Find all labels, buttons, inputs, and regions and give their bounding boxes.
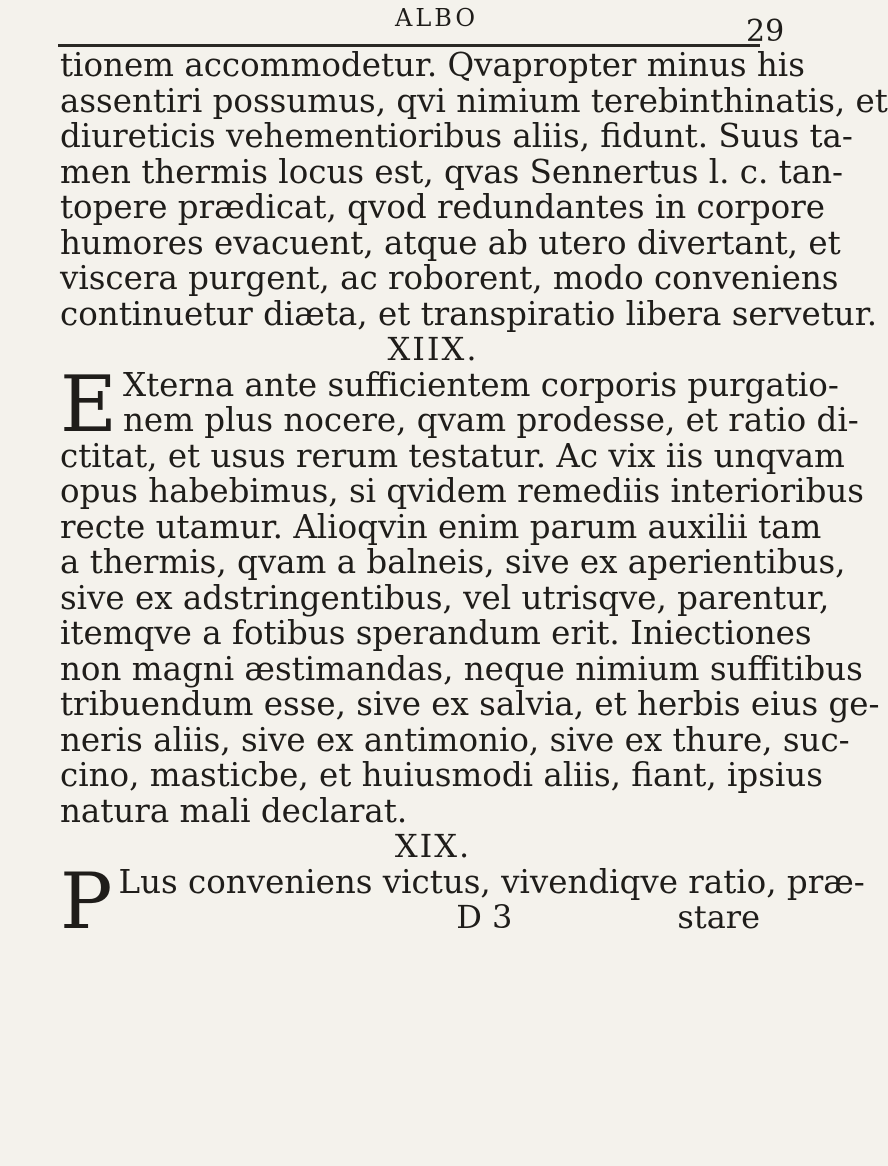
text-line: diureticis vehementioribus aliis, fidunt. Suus ta- [60, 117, 853, 155]
page-number: 29 [746, 14, 785, 49]
text-line: assentiri possumus, qvi nimium terebinthinatis, et [60, 81, 888, 120]
signature-mark: D 3 [456, 898, 513, 936]
text-line: Lus conveniens victus, vivendiqve ratio, præ- [118, 862, 865, 901]
section-xiix-paragraph [60, 359, 880, 830]
text-line: nem plus nocere, qvam prodesse, et ratio di- [122, 401, 859, 439]
text-line: topere prædicat, qvod redundantes in corpore [60, 188, 825, 226]
text-line: continuetur diæta, et transpiratio libera servetur. [60, 294, 878, 333]
text-line: humores evacuent, atque ab utero divertant, et [60, 223, 841, 262]
text-line: ctitat, et usus rerum testatur. Ac vix iis unqvam [60, 436, 845, 475]
text-line: opus habebimus, si qvidem remediis interioribus [60, 472, 864, 510]
section-xix-paragraph [60, 856, 865, 947]
text-line: sive ex adstringentibus, vel utrisqve, parentur, [60, 578, 830, 617]
section-numeral-xix: XIX. [394, 827, 472, 865]
text-line: a thermis, qvam a balneis, sive ex aperientibus, [60, 543, 846, 581]
text-line: viscera purgent, ac roborent, modo conveniens [60, 259, 839, 297]
text-block [60, 46, 888, 947]
text-line: cino, masticbe, et huiusmodi aliis, fiant, ipsius [60, 756, 823, 794]
signature-line [118, 900, 766, 936]
section-numeral-xiix: XIIX. [387, 330, 479, 368]
text-line: neris aliis, sive ex antimonio, sive ex thure, suc- [60, 720, 850, 759]
drop-initial: E [60, 359, 117, 450]
drop-initial: P [60, 856, 113, 947]
running-head [0, 2, 800, 49]
text-line: non magni æstimandas, neque nimium suffitibus [60, 649, 863, 688]
text-line: itemqve a fotibus sperandum erit. Iniectiones [60, 614, 812, 652]
catchword: stare [677, 898, 760, 936]
paragraph-continuation [60, 46, 888, 333]
text-line: tribuendum esse, sive ex salvia, et herbis eius ge- [60, 685, 880, 723]
text-line: men thermis locus est, qvas Sennertus l. c. tan- [60, 152, 843, 191]
text-line: recte utamur. Alioqvin enim parum auxilii tam [60, 507, 822, 546]
running-title: ALBO [395, 4, 479, 32]
text-line: tionem accommodetur. Qvapropter minus his [60, 46, 805, 84]
text-line: natura mali declarat. [60, 791, 408, 830]
text-line: Xterna ante sufficientem corporis purgatio- [122, 365, 839, 404]
